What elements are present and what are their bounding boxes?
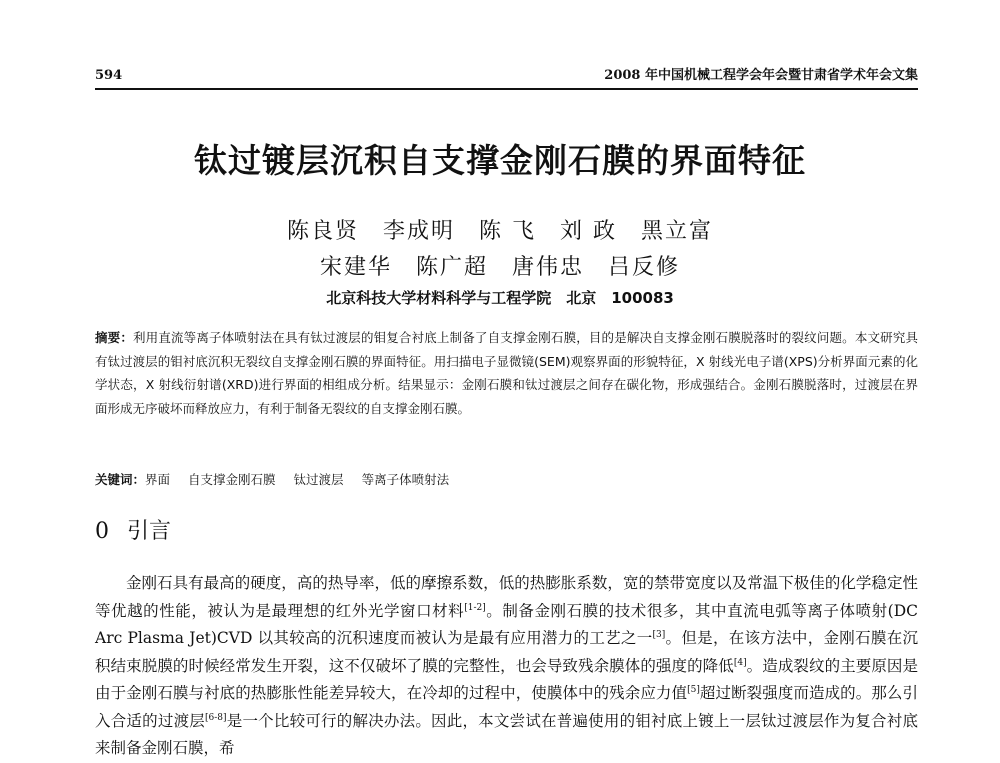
body-text-segment: 是一个比较可行的解决办法。因此，本文尝试在普遍使用的钼衬底上镀上一层钛过渡层作为复合衬底来制备金刚石膜，希 xyxy=(95,711,918,757)
abstract-text: 利用直流等离子体喷射法在具有钛过渡层的钼复合衬底上制备了自支撑金刚石膜，目的是解决自支撑金刚石膜脱落时的裂纹问题。本文研究具有钛过渡层的钼衬底沉积无裂纹自支撑金刚石膜的界面特征。用扫描电子显微镜(SEM)观察界面的形貌特征，X 射线光电子谱(XPS)分析界面元素的化学状态，X 射线衍射谱(XRD)进行界面的相组成分析。结果显示：金刚石膜和钛过渡层之间存在碳化物，形成强结合。金刚石膜脱落时，过渡层在界面形成无序破坏而释放应力，有利于制备无裂纹的自支撑金刚石膜。 xyxy=(95,330,918,416)
paper-title: 钛过镀层沉积自支撑金刚石膜的界面特征 xyxy=(194,141,806,180)
citation: [5] xyxy=(687,684,700,695)
citation: [4] xyxy=(733,657,747,668)
page-number: 594 xyxy=(95,68,123,83)
body-text-segment: 超过断裂强度而造成的。那么引入合适的过渡层 xyxy=(95,684,918,730)
section-number: 0 xyxy=(95,519,109,544)
keywords-label: 关键词： xyxy=(95,472,146,487)
section-title: 引言 xyxy=(127,519,172,544)
keyword: 等离子体喷射法 xyxy=(361,472,450,487)
section-heading xyxy=(95,514,171,545)
keyword: 界面 xyxy=(145,472,171,487)
body-text-segment: 。但是，在该方法中，金刚石膜在沉积结束脱膜的时候经常发生开裂，这不仅破坏了膜的完整性，也会导致残余膜体的强度的降低 xyxy=(95,629,918,675)
body-paragraph xyxy=(95,570,918,763)
keyword: 自支撑金刚石膜 xyxy=(188,472,276,487)
citation: [6-8] xyxy=(205,712,227,723)
abstract xyxy=(95,326,918,420)
running-header xyxy=(95,66,918,90)
author-list-line-1: 陈良贤 李成明 陈 飞 刘 政 黑立富 xyxy=(287,219,713,244)
journal-title: 2008 年中国机械工程学会年会暨甘肃省学术年会文集 xyxy=(604,68,918,83)
keyword: 钛过渡层 xyxy=(293,472,344,487)
abstract-label: 摘要： xyxy=(95,330,133,345)
body-text-segment: 金刚石具有最高的硬度，高的热导率，低的摩擦系数，低的热膨胀系数，宽的禁带宽度以及常温下极佳的化学稳定性等优越的性能，被认为是最理想的红外光学窗口材料 xyxy=(95,574,918,620)
keywords xyxy=(95,470,918,490)
body-text-segment: 。造成裂纹的主要原因是由于金刚石膜与衬底的热膨胀性能差异较大，在冷却的过程中，使膜体中的残余应力值 xyxy=(95,656,918,702)
body-text-segment: 。制备金刚石膜的技术很多，其中直流电弧等离子体喷射(DC Arc Plasma Jet)CVD 以其较高的沉积速度而被认为是最有应用潜力的工艺之一 xyxy=(95,601,918,647)
author-list-line-2: 宋建华 陈广超 唐伟忠 吕反修 xyxy=(319,255,680,280)
affiliation: 北京科技大学材料科学与工程学院 北京 100083 xyxy=(326,289,674,307)
citation: [1-2] xyxy=(464,602,486,613)
citation: [3] xyxy=(652,629,666,640)
